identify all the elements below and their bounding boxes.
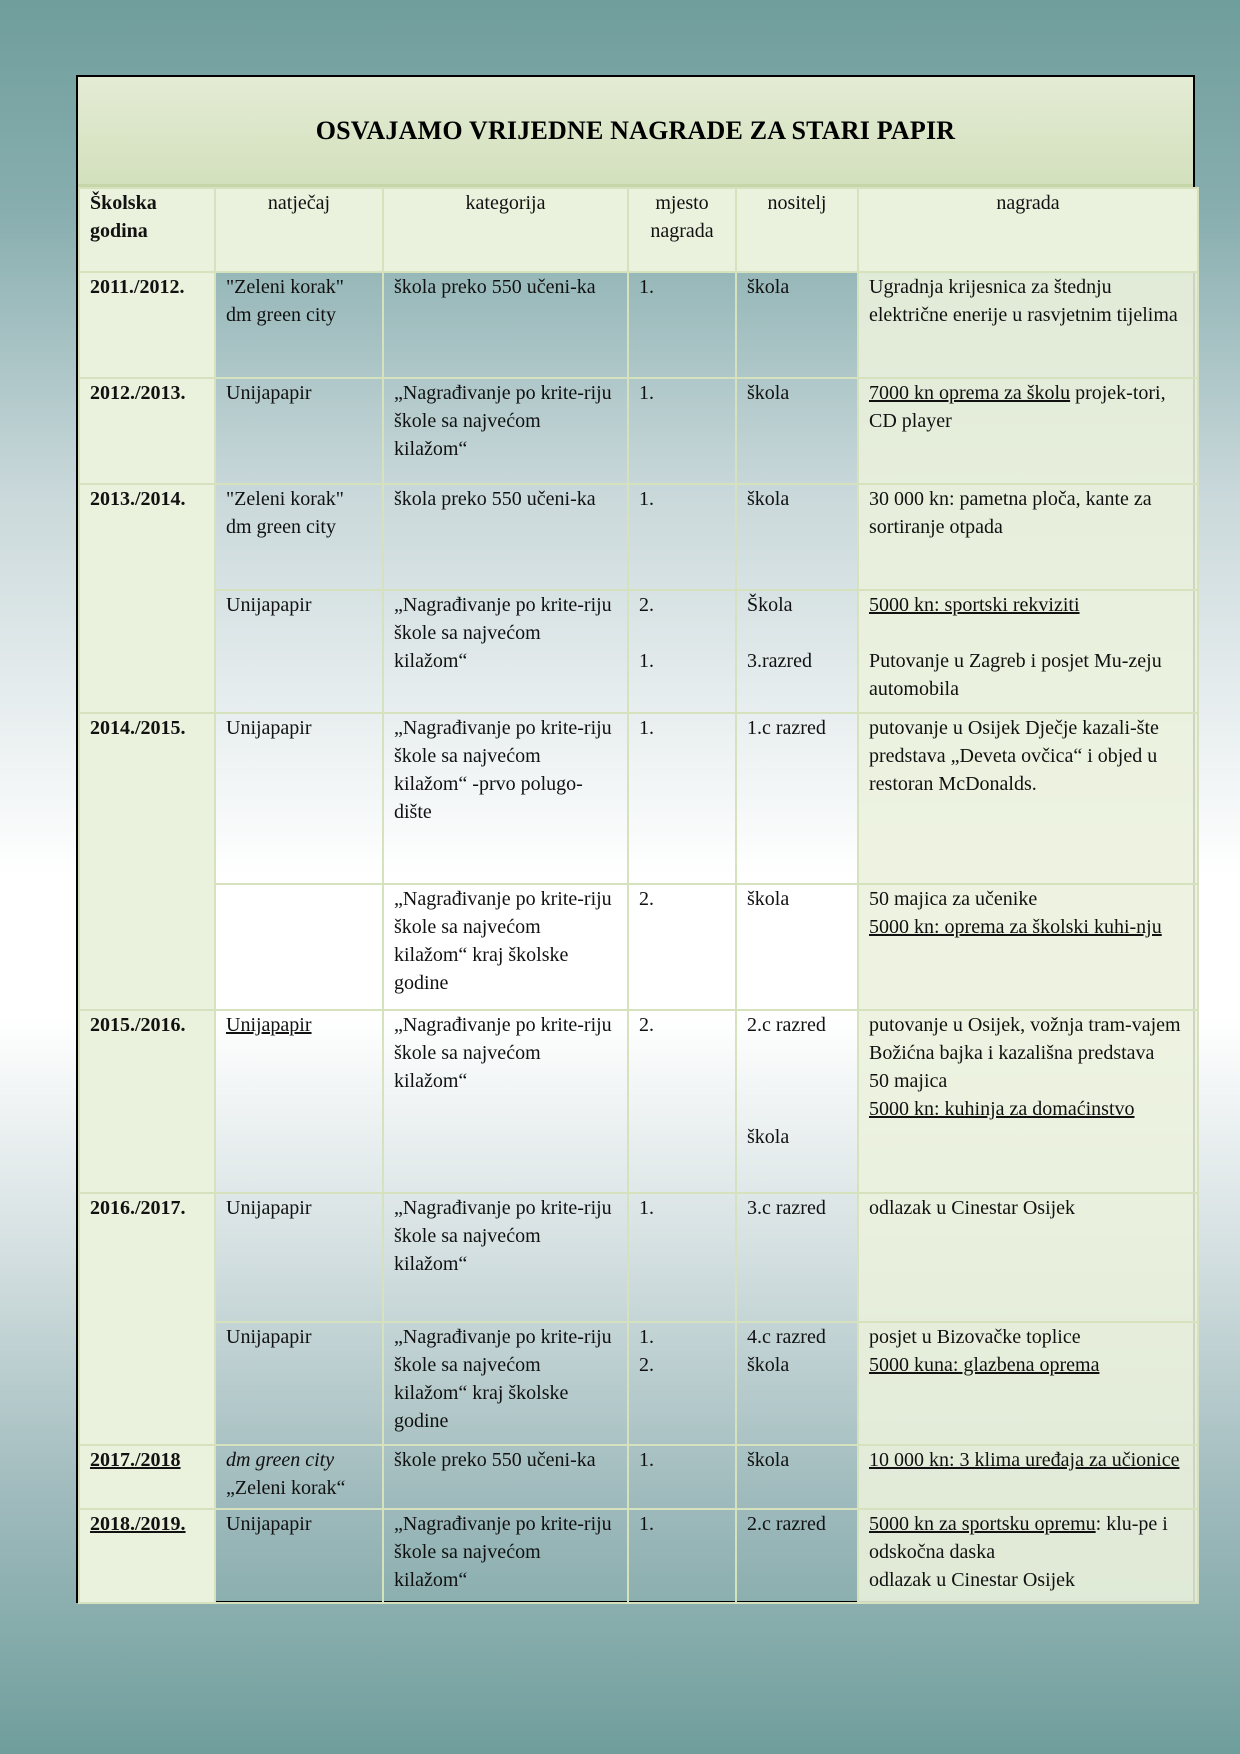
row-year: 2012./2013. [79,378,215,484]
table-row [79,884,1198,1010]
holder-line: 2.c razred [747,1014,826,1036]
row-contest: Unijapapir [215,713,383,884]
row-prize [858,378,1198,484]
row-contest [215,884,383,1010]
table-header-row [79,188,1198,272]
row-place [628,1322,736,1445]
row-contest [215,1010,383,1193]
row-year [79,1445,215,1509]
award-document [76,75,1195,1603]
holder-line: škola [747,1354,790,1376]
row-category: „Nagrađivanje po krite-riju škole sa najvećom kilažom“ [383,1193,628,1322]
contest-line: „Zeleni korak“ [226,1477,346,1499]
row-category: škola preko 550 učeni-ka [383,484,628,590]
row-contest [215,1445,383,1509]
prize-line: 50 majica [869,1070,948,1092]
place-line: 1. [639,1326,654,1348]
prize-line: 5000 kn: kuhinja za domaćinstvo [869,1098,1135,1120]
page-title: OSVAJAMO VRIJEDNE NAGRADE ZA STARI PAPIR [78,77,1193,187]
row-category: „Nagrađivanje po krite-riju škole sa najvećom kilažom“ kraj školske godine [383,884,628,1010]
prize-line: posjet u Bizovačke toplice [869,1326,1081,1348]
row-place [628,590,736,713]
prize-line: 5000 kn: oprema za školski kuhi-nju [869,916,1162,938]
table-row [79,1193,1198,1322]
contest-line: dm green city [226,1449,335,1471]
row-holder: škola [736,272,858,378]
table-row [79,1322,1198,1445]
prize-underlined: 5000 kn za sportsku opremu [869,1513,1096,1535]
prize-underlined: 7000 kn oprema za školu [869,382,1071,404]
table-row [79,1010,1198,1193]
row-contest: Unijapapir [215,590,383,713]
row-place: 1. [628,272,736,378]
row-category: škole preko 550 učeni-ka [383,1445,628,1509]
row-contest: Unijapapir [215,1509,383,1603]
row-prize [858,884,1198,1010]
row-place: 2. [628,884,736,1010]
holder-line: Škola [747,594,793,616]
row-contest: Unijapapir [215,1193,383,1322]
table-row [79,1445,1198,1509]
row-place: 1. [628,713,736,884]
prize-line: Putovanje u Zagreb i posjet Mu-zeju automobila [869,650,1162,700]
contest-underlined: Unijapapir [226,1014,312,1036]
place-line: 2. [639,1354,654,1376]
row-holder: škola [736,884,858,1010]
row-category: „Nagrađivanje po krite-riju škole sa najvećom kilažom“ [383,378,628,484]
row-year [79,1509,215,1603]
row-contest: "Zeleni korak" dm green city [215,272,383,378]
row-contest: Unijapapir [215,1322,383,1445]
row-holder: 2.c razred [736,1509,858,1603]
table-row [79,484,1198,590]
row-year: 2014./2015. [79,713,215,1010]
row-category: „Nagrađivanje po krite-riju škole sa najvećom kilažom“ [383,1010,628,1193]
prize-line: 5000 kuna: glazbena oprema [869,1354,1100,1376]
row-year: 2015./2016. [79,1010,215,1193]
header-contest: natječaj [215,188,383,272]
table-row [79,1509,1198,1603]
holder-line: škola [747,1126,790,1148]
prize-line: odlazak u Cinestar Osijek [869,1569,1076,1591]
row-holder: 3.c razred [736,1193,858,1322]
row-year: 2013./2014. [79,484,215,713]
header-place: mjesto nagrada [628,188,736,272]
table-row [79,272,1198,378]
row-prize [858,1509,1198,1603]
table-row [79,713,1198,884]
row-prize: putovanje u Osijek Dječje kazali-šte predstava „Deveta ovčica“ i objed u restoran McDonalds. [858,713,1198,884]
header-holder: nositelj [736,188,858,272]
row-category: „Nagrađivanje po krite-riju škole sa najvećom kilažom“ kraj školske godine [383,1322,628,1445]
header-category: kategorija [383,188,628,272]
row-year: 2016./2017. [79,1193,215,1445]
row-prize [858,1010,1198,1193]
header-school-year: Školska godina [79,188,215,272]
awards-table [78,187,1199,1604]
prize-line: 5000 kn: sportski rekviziti [869,594,1080,616]
prize-underlined: 10 000 kn: 3 klima uređaja za učionice [869,1449,1180,1471]
row-prize: odlazak u Cinestar Osijek [858,1193,1198,1322]
row-holder [736,1010,858,1193]
row-holder: škola [736,378,858,484]
place-line: 1. [639,650,654,672]
row-contest: "Zeleni korak" dm green city [215,484,383,590]
row-holder [736,1322,858,1445]
row-place: 1. [628,1509,736,1603]
prize-rest: : klu-pe i odskočna daska [869,1513,1168,1563]
row-place: 2. [628,1010,736,1193]
row-place: 1. [628,1445,736,1509]
row-category: škola preko 550 učeni-ka [383,272,628,378]
year-underlined: 2017./2018 [90,1449,181,1471]
row-prize [858,590,1198,713]
year-underlined: 2018./2019. [90,1513,186,1535]
holder-line: 4.c razred [747,1326,826,1348]
row-category: „Nagrađivanje po krite-riju škole sa najvećom kilažom“ [383,590,628,713]
row-prize: 30 000 kn: pametna ploča, kante za sortiranje otpada [858,484,1198,590]
holder-line: 3.razred [747,650,812,672]
row-prize: Ugradnja krijesnica za štednju električne enerije u rasvjetnim tijelima [858,272,1198,378]
place-line: 2. [639,594,654,616]
row-holder: 1.c razred [736,713,858,884]
table-row [79,378,1198,484]
row-contest: Unijapapir [215,378,383,484]
prize-rest: projek-tori, CD player [869,382,1166,432]
row-place: 1. [628,378,736,484]
row-category: „Nagrađivanje po krite-riju škole sa najvećom kilažom“ [383,1509,628,1603]
row-holder [736,590,858,713]
row-prize [858,1445,1198,1509]
row-year: 2011./2012. [79,272,215,378]
row-holder: škola [736,1445,858,1509]
row-place: 1. [628,484,736,590]
prize-line: 50 majica za učenike [869,888,1038,910]
row-prize [858,1322,1198,1445]
row-holder: škola [736,484,858,590]
prize-line: putovanje u Osijek, vožnja tram-vajem Božićna bajka i kazališna predstava [869,1014,1181,1064]
header-prize: nagrada [858,188,1198,272]
row-place: 1. [628,1193,736,1322]
row-category: „Nagrađivanje po krite-riju škole sa najvećom kilažom“ -prvo polugo-dište [383,713,628,884]
table-row [79,590,1198,713]
